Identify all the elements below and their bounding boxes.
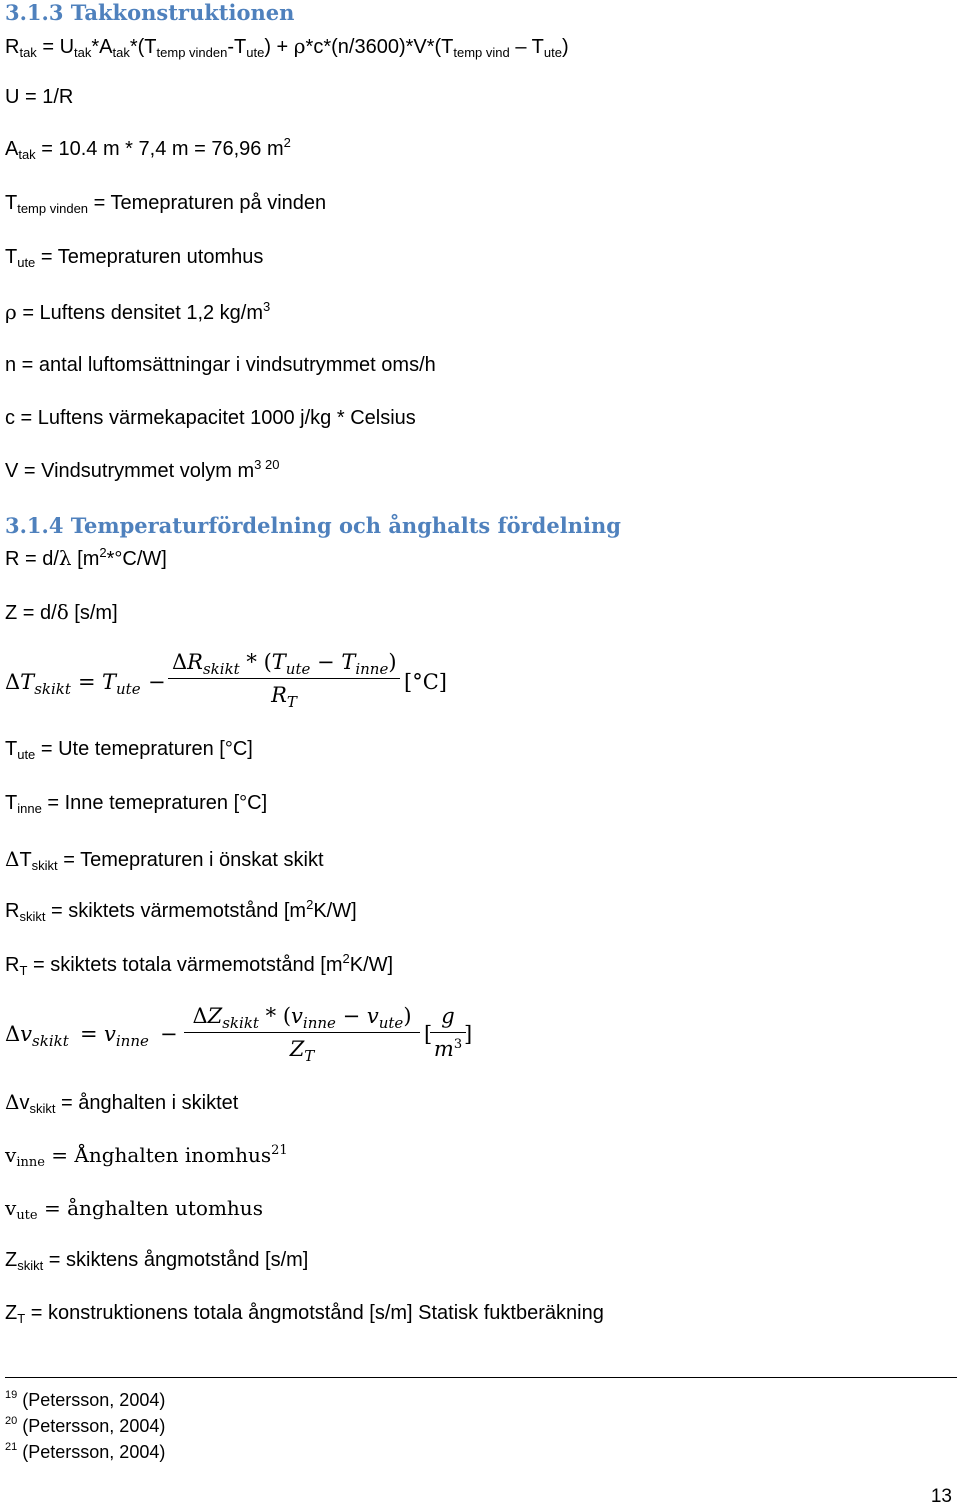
c-definition: c = Luftens värmekapacitet 1000 j/kg * Celsius	[5, 407, 416, 429]
eq2-fraction-bar	[184, 1032, 420, 1033]
page-number: 13	[930, 1486, 952, 1507]
eq2-v-inne: $v_{inne}$	[104, 1022, 149, 1050]
footnote-21: $^{21}$ (Petersson, 2004)	[5, 1441, 166, 1462]
v-ute-def: $v_{ute}$ = ånghalten utomhus	[5, 1196, 263, 1223]
eq1-denominator: $R_T$	[271, 683, 297, 711]
eq1-fraction	[168, 650, 400, 711]
t-ute-definition: $T_{ute}$ = Temepraturen utomhus	[5, 246, 264, 270]
eq1-lhs: $\Delta T_{skikt}$	[5, 670, 71, 698]
eq2-equals: =	[80, 1022, 98, 1046]
eq1-fraction-bar	[168, 678, 400, 679]
eq2-denominator: $Z_T$	[289, 1037, 315, 1065]
delta-v-def: $\Delta v_{skikt}$ = ånghalten i skiktet	[5, 1090, 239, 1116]
v-definition: V = Vindsutrymmet volym $m^{3 20}$	[5, 457, 280, 482]
section-heading-3-1-3: 3.1.3 Takkonstruktionen	[5, 0, 295, 25]
delta-t-skikt-def: $\Delta T_{skikt}$ = Temepraturen i önskat skikt	[5, 847, 324, 873]
eq2-lhs: $\Delta v_{skikt}$	[5, 1022, 69, 1050]
eq2-unit-den: $m^3$	[433, 1037, 463, 1061]
u-definition: U = 1/R	[5, 86, 74, 108]
eq1-equals: =	[78, 670, 96, 694]
v-inne-def: $v_{inne}$ = Ånghalten inomhus$^{21}$	[5, 1143, 288, 1170]
t-inne-def: $T_{inne}$ = Inne temepraturen [°C]	[5, 792, 268, 816]
eq2-bracket-open: [	[424, 1022, 433, 1046]
z-definition: Z = d/δ [s/m]	[5, 600, 118, 624]
footnote-20: $^{20}$ (Petersson, 2004)	[5, 1415, 166, 1436]
eq2-minus: −	[160, 1022, 178, 1046]
section-heading-3-1-4: 3.1.4 Temperaturfördelning och ånghalts fördelning	[5, 513, 621, 538]
n-definition: n = antal luftomsättningar i vindsutrymmet oms/h	[5, 354, 436, 376]
eq2-unit-bar	[430, 1032, 466, 1033]
z-t-def: $Z_T$ = konstruktionens totala ångmotstånd [s/m] Statisk fuktberäkning	[5, 1302, 604, 1326]
t-temp-vinden-definition: $T_{temp vinden}$ = Temepraturen på vinden	[5, 192, 327, 216]
formula-r-tak: $R_{tak} = U_{tak}*A_{tak}*(T_{temp vinden}-T_{ute}) + \rho*c*(n/3600)*V*(T_{temp vind} - T_{ute})$	[5, 34, 569, 60]
footnote-separator	[5, 1377, 957, 1378]
eq1-minus: −	[148, 670, 166, 694]
eq2-fraction	[184, 1004, 420, 1065]
eq1-t-ute: $T_{ute}$	[102, 670, 141, 698]
eq2-unit-fraction	[430, 1004, 466, 1061]
eq2-numerator: $\Delta Z_{skikt} * (v_{inne} - v_{ute})$	[192, 1004, 412, 1032]
r-t-def: $R_T$ = skiktets totala värmemotstånd $[m^2K/W]$	[5, 951, 394, 978]
z-skikt-def: $Z_{skikt}$ = skiktens ångmotstånd [s/m]	[5, 1249, 309, 1273]
r-skikt-def: $R_{skikt}$ = skiktets värmemotstånd $[m^2K/W]$	[5, 897, 357, 924]
eq1-unit: [°C]	[404, 670, 447, 694]
a-tak-definition: $A_{tak} = 10.4$ m * 7,4 m = 76,96 $m^2$	[5, 135, 291, 162]
rho-definition: ρ = Luftens densitet 1,2 $kg/m^3$	[5, 299, 271, 324]
r-definition: R = d/λ $[m^2*^\circ C/W]$	[5, 545, 167, 570]
footnote-19: $^{19}$ (Petersson, 2004)	[5, 1389, 166, 1410]
t-ute-def: $T_{ute}$ = Ute temepraturen [°C]	[5, 738, 253, 762]
eq1-numerator: $\Delta R_{skikt} * (T_{ute} - T_{inne})$	[172, 650, 397, 678]
eq2-bracket-close: ]	[464, 1022, 473, 1046]
eq2-unit-num: g	[441, 1004, 455, 1028]
